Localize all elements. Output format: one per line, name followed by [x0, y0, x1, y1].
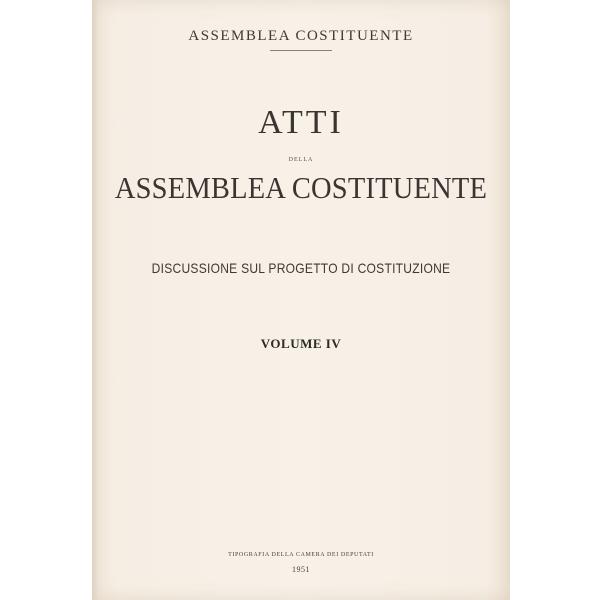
page-gutter-shadow: [92, 0, 98, 600]
header-rule: [270, 50, 332, 51]
title-page: [92, 0, 510, 600]
main-title: ASSEMBLEA COSTITUENTE: [114, 170, 488, 205]
title-atti: ATTI: [258, 104, 344, 141]
running-header: ASSEMBLEA COSTITUENTE: [188, 28, 414, 44]
volume-label: VOLUME IV: [260, 336, 342, 351]
publisher-imprint: TIPOGRAFIA DELLA CAMERA DEI DEPUTATI: [228, 552, 374, 558]
subtitle: DISCUSSIONE SUL PROGETTO DI COSTITUZIONE: [151, 260, 451, 276]
publication-year: 1951: [292, 565, 310, 574]
title-connector: DELLA: [288, 157, 314, 163]
